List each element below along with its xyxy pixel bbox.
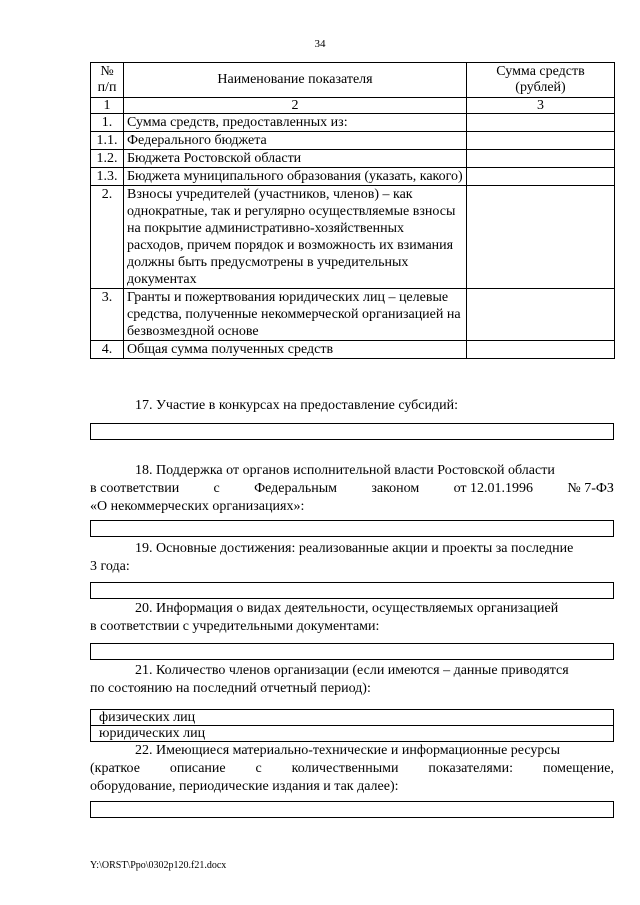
table-row: [91, 150, 615, 168]
row-name: Взносы учредителей (участников, членов) – как однократные, так и регулярно осуществляемые взносы на покрытие административно-хозяйственных расходов, причем порядок и возможность их взимания должны быть предусмотрены в учредительных документах: [124, 186, 467, 289]
numbering-cell: 1: [91, 98, 124, 114]
row-name: Федерального бюджета: [124, 132, 467, 150]
members-table: [90, 709, 614, 742]
table-row: [91, 114, 615, 132]
table-header-row: [91, 63, 615, 98]
section-18-line-1: 18. Поддержка от органов исполнительной власти Ростовской области: [135, 463, 555, 478]
page-number: 34: [314, 38, 326, 50]
row-name: Бюджета муниципального образования (указать, какого): [124, 168, 467, 186]
members-label: юридических лиц: [91, 726, 614, 742]
section-22-field[interactable]: [90, 801, 614, 818]
row-num: 1.1.: [91, 132, 124, 150]
section-18-field[interactable]: [90, 520, 614, 537]
section-19-field[interactable]: [90, 582, 614, 599]
header-name: Наименование показателя: [124, 63, 467, 98]
members-label: физических лиц: [91, 710, 614, 726]
section-19-line-1: 19. Основные достижения: реализованные акции и проекты за последние: [135, 541, 574, 556]
footer-file-path: Y:\ORST\Ppo\0302p120.f21.docx: [90, 860, 227, 871]
section-22-line-1: 22. Имеющиеся материально-технические и информационные ресурсы: [135, 743, 561, 758]
section-17-field[interactable]: [90, 423, 614, 440]
section-22: [90, 742, 614, 796]
row-num: 1.2.: [91, 150, 124, 168]
row-amount[interactable]: [467, 186, 615, 289]
row-num: 2.: [91, 186, 124, 289]
table-row: [91, 168, 615, 186]
row-name: Общая сумма полученных средств: [124, 341, 467, 359]
row-amount[interactable]: [467, 341, 615, 359]
row-name: Бюджета Ростовской области: [124, 150, 467, 168]
section-19: [90, 540, 614, 576]
section-18-line-3: «О некоммерческих организациях»:: [90, 499, 305, 514]
section-17: [90, 397, 614, 415]
table-row: [91, 132, 615, 150]
section-21-line-2: по состоянию на последний отчетный период):: [90, 681, 371, 696]
row-amount[interactable]: [467, 132, 615, 150]
row-num: 4.: [91, 341, 124, 359]
section-20-line-2: в соответствии с учредительными документами:: [90, 619, 380, 634]
row-num: 1.3.: [91, 168, 124, 186]
row-amount[interactable]: [467, 168, 615, 186]
members-row[interactable]: [91, 726, 614, 742]
header-amount: Сумма средств (рублей): [467, 63, 615, 98]
table-numbering-row: [91, 98, 615, 114]
table-row: [91, 186, 615, 289]
numbering-cell: 2: [124, 98, 467, 114]
section-21: [90, 662, 614, 698]
numbering-cell: 3: [467, 98, 615, 114]
table-row: [91, 289, 615, 341]
section-18-line-2: в соответствии с Федеральным законом от 12.01.1996 № 7-ФЗ: [90, 481, 614, 496]
row-num: 1.: [91, 114, 124, 132]
row-amount[interactable]: [467, 289, 615, 341]
row-amount[interactable]: [467, 114, 615, 132]
section-17-text: 17. Участие в конкурсах на предоставление субсидий:: [135, 398, 459, 413]
row-amount[interactable]: [467, 150, 615, 168]
row-name: Гранты и пожертвования юридических лиц – целевые средства, полученные некоммерческой организацией на безвозмездной основе: [124, 289, 467, 341]
section-21-line-1: 21. Количество членов организации (если имеются – данные приводятся: [135, 663, 569, 678]
section-22-line-3: оборудование, периодические издания и так далее):: [90, 779, 399, 794]
section-19-line-2: 3 года:: [90, 559, 130, 574]
row-name: Сумма средств, предоставленных из:: [124, 114, 467, 132]
funds-table: [90, 62, 615, 359]
table-row: [91, 341, 615, 359]
section-18: [90, 462, 614, 516]
section-20-line-1: 20. Информация о видах деятельности, осуществляемых организацией: [135, 601, 559, 616]
header-num: № п/п: [91, 63, 124, 98]
section-22-line-2: (краткое описание с количественными показателями: помещение,: [90, 761, 614, 776]
section-20: [90, 600, 614, 636]
row-num: 3.: [91, 289, 124, 341]
members-row[interactable]: [91, 710, 614, 726]
section-20-field[interactable]: [90, 643, 614, 660]
